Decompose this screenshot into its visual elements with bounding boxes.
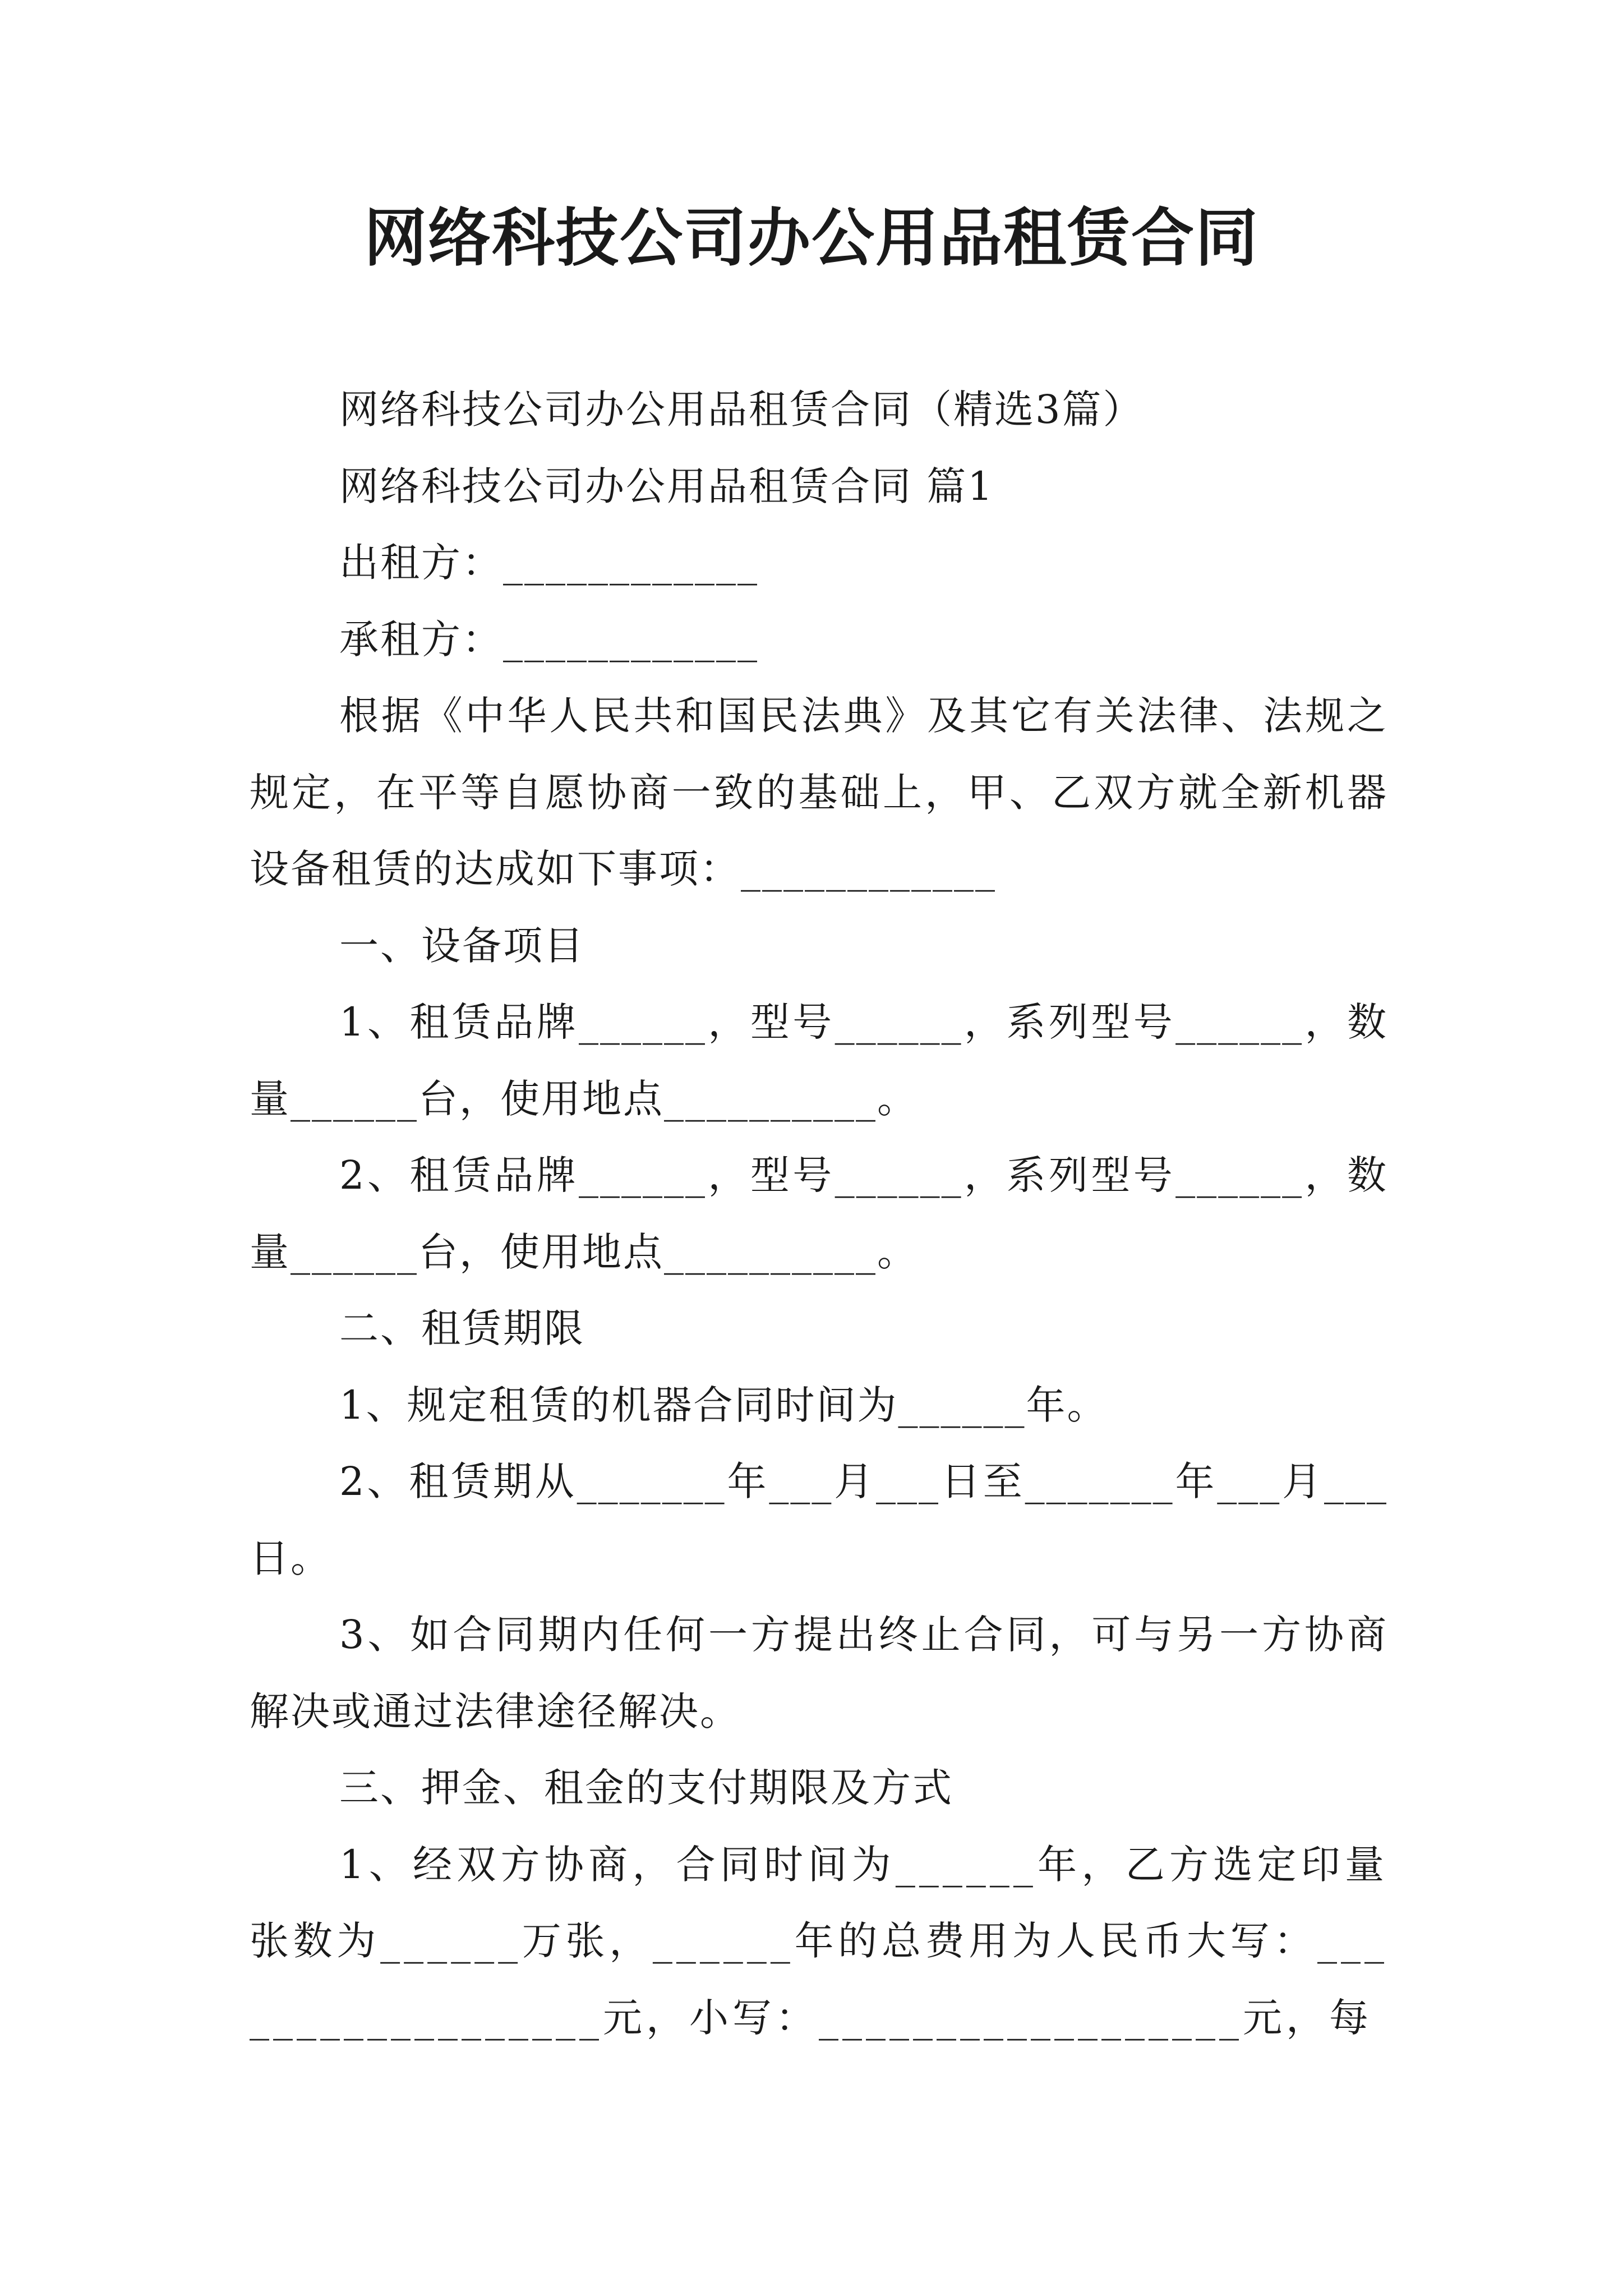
paragraph-lessee: 承租方：____________ bbox=[339, 616, 759, 662]
document-body bbox=[250, 371, 1388, 2056]
paragraph-part-heading: 网络科技公司办公用品租赁合同 篇1 bbox=[339, 463, 994, 509]
paragraph-equipment-2: 2、租赁品牌______，型号______，系列型号______，数量______台，使用地点__________。 bbox=[250, 1152, 1388, 1275]
paragraph-subtitle: 网络科技公司办公用品租赁合同（精选3篇） bbox=[339, 386, 1144, 432]
paragraph-term-2: 2、租赁期从_______年___月___日至_______年___月___日。 bbox=[250, 1458, 1388, 1581]
document-title: 网络科技公司办公用品租赁合同 bbox=[364, 201, 1259, 275]
paragraph-preamble: 根据《中华人民共和国民法典》及其它有关法律、法规之规定，在平等自愿协商一致的基础上，甲、乙双方就全新机器设备租赁的达成如下事项：____________ bbox=[250, 693, 1388, 892]
section-heading-equipment: 一、设备项目 bbox=[339, 922, 585, 969]
paragraph-term-3: 3、如合同期内任何一方提出终止合同，可与另一方协商解决或通过法律途径解决。 bbox=[250, 1612, 1388, 1734]
section-heading-term: 二、租赁期限 bbox=[339, 1305, 585, 1351]
section-heading-payment: 三、押金、租金的支付期限及方式 bbox=[339, 1765, 953, 1811]
paragraph-term-1: 1、规定租赁的机器合同时间为______年。 bbox=[339, 1382, 1108, 1428]
paragraph-lessor: 出租方：____________ bbox=[339, 540, 759, 586]
paragraph-payment-1: 1、经双方协商，合同时间为______年，乙方选定印量张数为______万张，______年的总费用为人民币大写：__________________元，小写：__________________元，每 bbox=[250, 1841, 1388, 2041]
paragraph-equipment-1: 1、租赁品牌______，型号______，系列型号______，数量______台，使用地点__________。 bbox=[250, 999, 1388, 1122]
